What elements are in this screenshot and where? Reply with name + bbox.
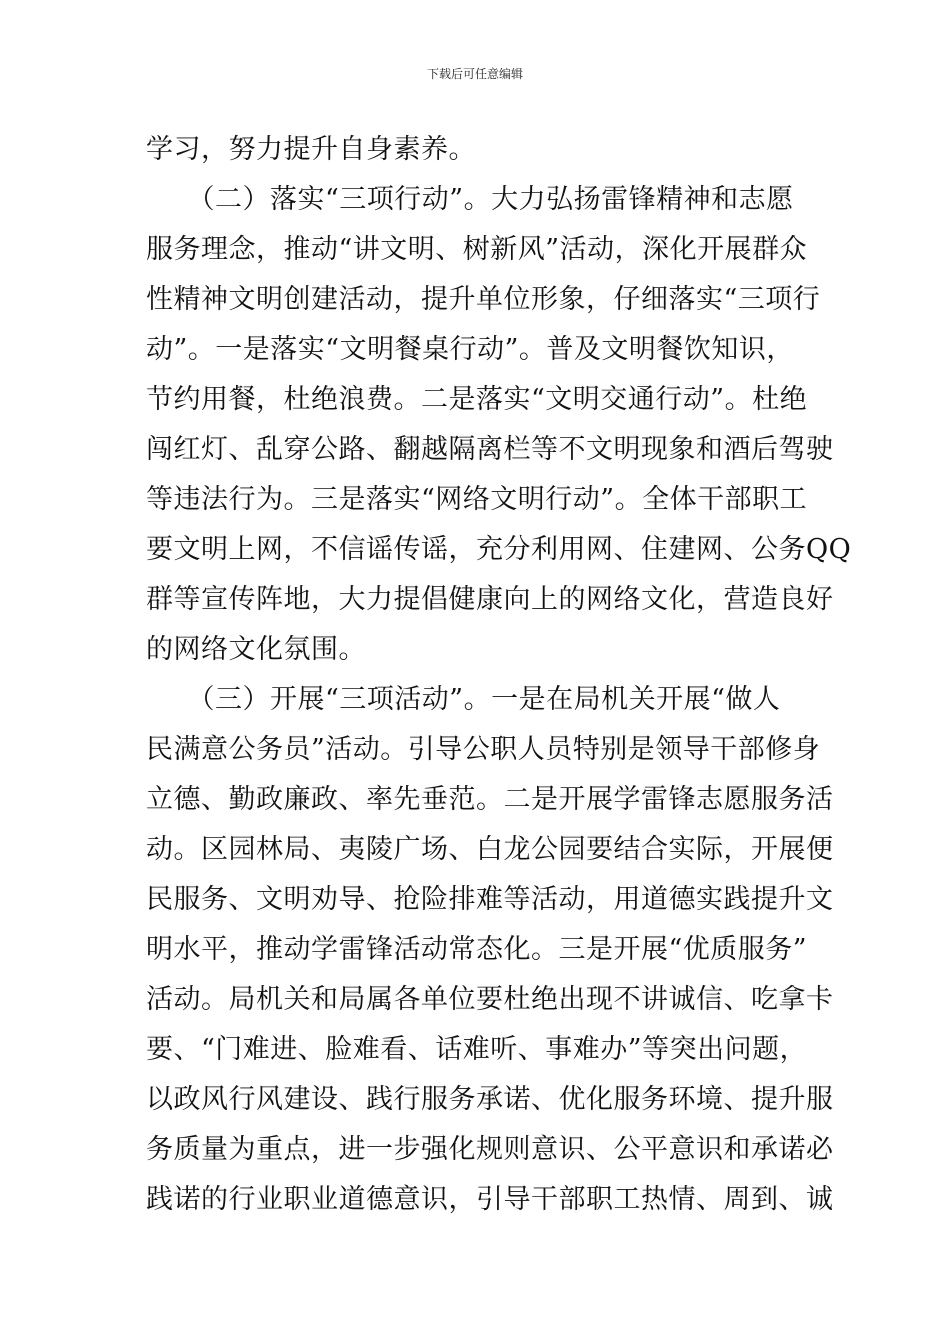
text-line: 群等宣传阵地，大力提倡健康向上的网络文化，营造良好 [146, 584, 834, 615]
text-line: 以政风行风建设、践行服务承诺、优化服务环境、提升服 [146, 1084, 834, 1115]
text-line: 动”。一是落实“文明餐桌行动”。普及文明餐饮知识， [146, 334, 794, 365]
text-line: 民满意公务员”活动。引导公职人员特别是领导干部修身 [146, 734, 821, 765]
text-line: 践诺的行业职业道德意识，引导干部职工热情、周到、诚 [146, 1184, 834, 1215]
text-line: 等违法行为。三是落实“网络文明行动”。全体干部职工 [146, 484, 808, 515]
text-line: 民服务、文明劝导、抢险排难等活动，用道德实践提升文 [146, 884, 834, 915]
text-line: 闯红灯、乱穿公路、翻越隔离栏等不文明现象和酒后驾驶 [146, 434, 834, 465]
text-line: 服务理念，推动“讲文明、树新风”活动，深化开展群众 [146, 234, 808, 265]
text-line: （二）落实“三项行动”。大力弘扬雷锋精神和志愿 [146, 184, 794, 215]
text-line: 性精神文明创建活动，提升单位形象，仔细落实“三项行 [146, 284, 821, 315]
text-line: 节约用餐，杜绝浪费。二是落实“文明交通行动”。杜绝 [146, 384, 808, 415]
text-line: 学习，努力提升自身素养。 [146, 134, 476, 165]
page-header-note: 下载后可任意编辑 [426, 67, 523, 81]
text-line: （三）开展“三项活动”。一是在局机关开展“做人 [146, 684, 781, 715]
text-line: 明水平，推动学雷锋活动常态化。三是开展“优质服务” [146, 934, 808, 965]
text-line: 要、“门难进、脸难看、话难听、事难办”等突出问题， [146, 1034, 808, 1065]
text-line: 动。区园林局、夷陵广场、白龙公园要结合实际，开展便 [146, 834, 834, 865]
text-line: 要文明上网，不信谣传谣，充分利用网、住建网、公务QQ [146, 534, 852, 565]
text-line: 活动。局机关和局属各单位要杜绝出现不讲诚信、吃拿卡 [146, 984, 834, 1015]
text-line: 务质量为重点，进一步强化规则意识、公平意识和承诺必 [146, 1134, 834, 1165]
text-line: 的网络文化氛围。 [146, 634, 366, 665]
text-line: 立德、勤政廉政、率先垂范。二是开展学雷锋志愿服务活 [146, 784, 834, 815]
